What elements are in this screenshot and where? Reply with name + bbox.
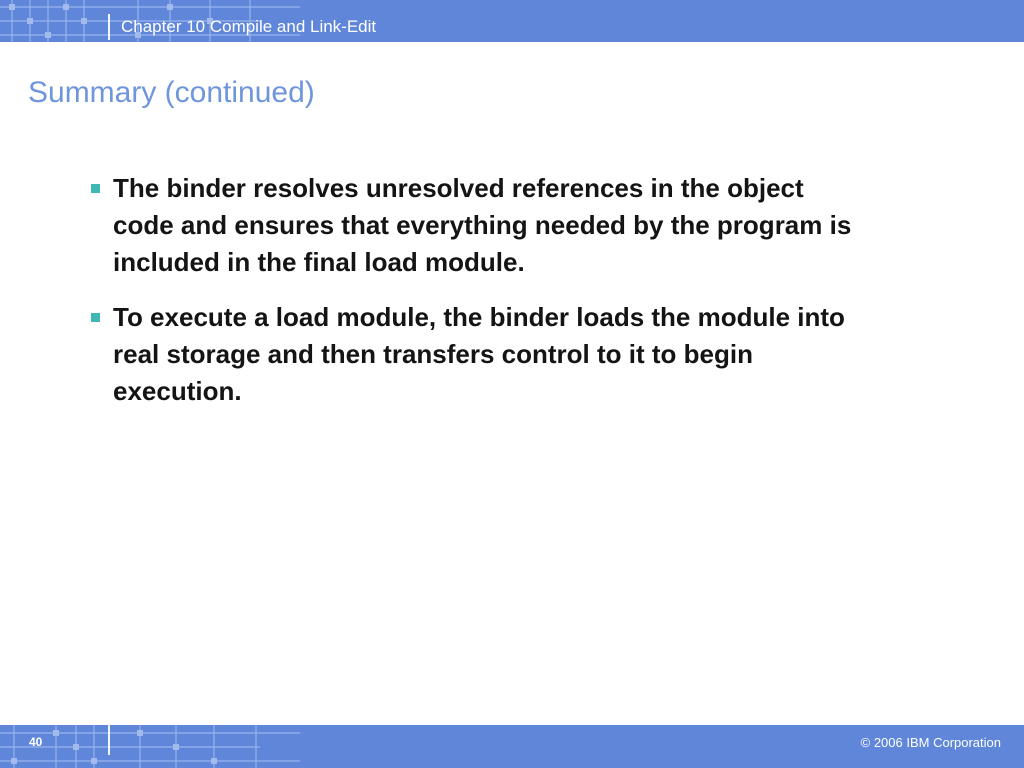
page-number: 40 <box>29 735 43 749</box>
bullet-item <box>88 299 858 410</box>
square-bullet-icon <box>91 313 100 322</box>
footer-circuit-pattern <box>0 725 300 768</box>
footer-band <box>0 725 1024 768</box>
square-bullet-icon <box>91 184 100 193</box>
chapter-title: Chapter 10 Compile and Link-Edit <box>121 17 377 36</box>
bullet-text: The binder resolves unresolved references in the object code and ensures that everything needed by the program is included in the final load module. <box>113 173 852 277</box>
copyright-notice: © 2006 IBM Corporation <box>860 735 1001 750</box>
header-divider <box>108 14 110 40</box>
bullet-text: To execute a load module, the binder loads the module into real storage and then transfers control to it to begin execution. <box>113 302 845 406</box>
footer-divider <box>108 725 110 755</box>
bullet-item <box>88 170 858 281</box>
bullet-list <box>88 170 858 428</box>
header-band <box>0 0 1024 42</box>
slide-title: Summary (continued) <box>28 76 315 109</box>
